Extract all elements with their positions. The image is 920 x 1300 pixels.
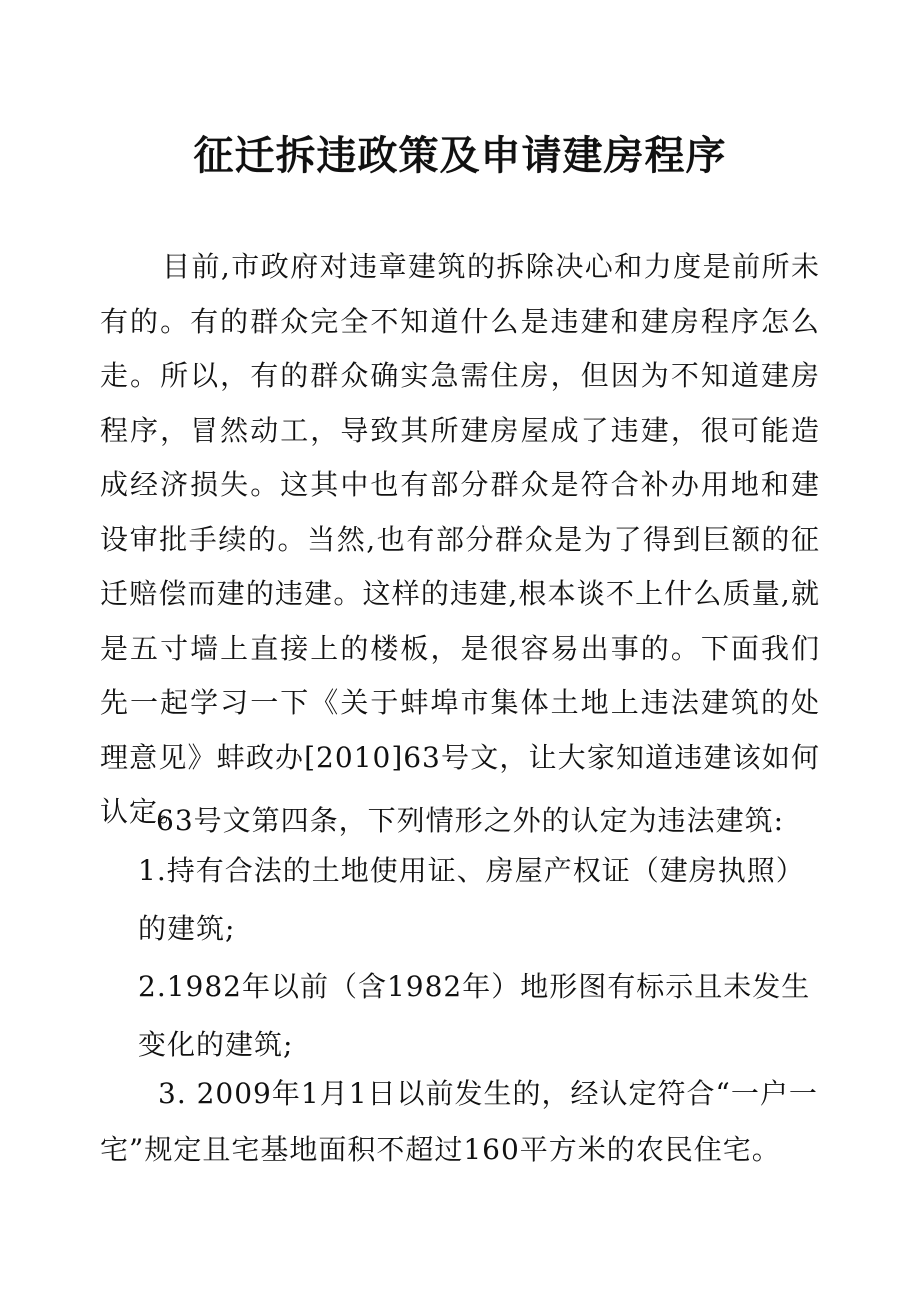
intro-paragraph: 目前,市政府对违章建筑的拆除决心和力度是前所未有的。有的群众完全不知道什么是违建和建房程序怎么走。所以，有的群众确实急需住房，但因为不知道建房程序，冒然动工，导致其所建房屋成了违建，很可能造成经济损失。这其中也有部分群众是符合补办用地和建设审批手续的。当然,也有部分群众是为了得到巨额的征迁赔偿而建的违建。这样的违建,根本谈不上什么质量,就是五寸墙上直接上的楼板，是很容易出事的。下面我们先一起学习一下《关于蚌埠市集体土地上违法建筑的处理意见》蚌政办[2010]63号文，让大家知道违建该如何认定。 (100, 250, 820, 828)
list-item: 2.1982年以前（含1982年）地形图有标示且未发生变化的建筑; (138, 970, 811, 1061)
list-item: 1.持有合法的土地使用证、房屋产权证（建房执照）的建筑; (138, 854, 805, 945)
list-item: 3. 2009年1月1日以前发生的，经认定符合“一户一宅”规定且宅基地面积不超过160平方米的农民住宅。 (100, 1077, 818, 1166)
clause-intro: 63号文第四条，下列情形之外的认定为违法建筑: (156, 804, 785, 837)
document-title: 征迁拆违政策及申请建房程序 (193, 133, 727, 179)
